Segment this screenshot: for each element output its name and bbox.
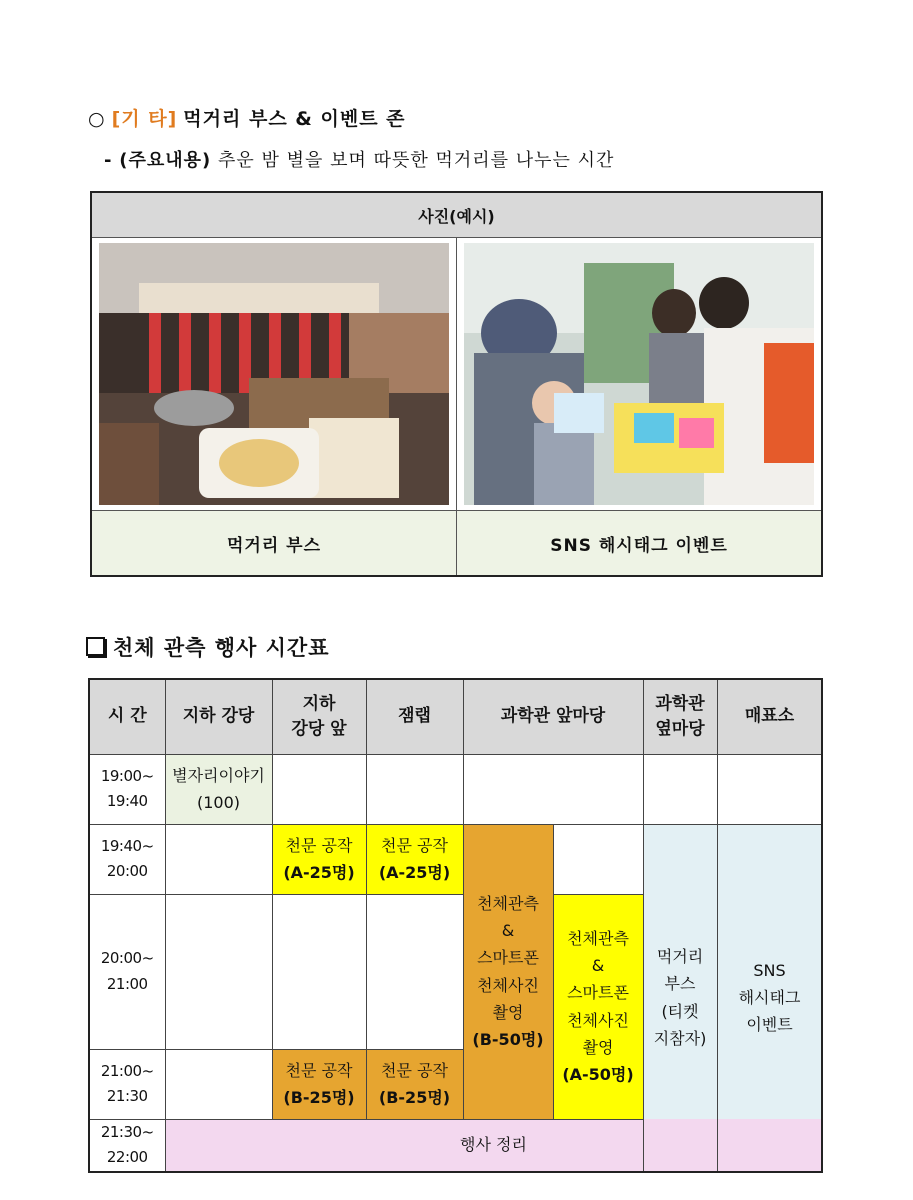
cell-empty bbox=[463, 754, 643, 824]
time-end: 22:00 bbox=[106, 1148, 148, 1166]
cell-line: 천문 공작 bbox=[285, 835, 353, 855]
cell-line: (A-50명) bbox=[562, 1064, 634, 1084]
cell-craft-a-front bbox=[272, 824, 366, 894]
time-slot-1 bbox=[89, 754, 165, 824]
cell-line: 촬영 bbox=[582, 1037, 614, 1057]
checkbox-square-icon bbox=[86, 637, 105, 656]
time-slot-3 bbox=[89, 894, 165, 1049]
time-slot-4 bbox=[89, 1049, 165, 1119]
header-jamlab: 잼랩 bbox=[366, 679, 463, 754]
cell-empty bbox=[272, 894, 366, 1049]
time-start: 21:30~ bbox=[100, 1122, 154, 1141]
cell-observation-b bbox=[463, 824, 553, 1119]
cell-line: 지참자) bbox=[653, 1028, 707, 1048]
summary-label: (주요내용) bbox=[119, 150, 212, 171]
header-side-yard-l1: 과학관 bbox=[655, 694, 705, 715]
header-hall-front bbox=[272, 679, 366, 754]
photo-cell-food bbox=[91, 238, 457, 511]
time-start: 20:00~ bbox=[100, 949, 154, 967]
cell-line: & bbox=[501, 921, 515, 941]
cell-line: (B-25명) bbox=[378, 1088, 451, 1107]
section-summary bbox=[104, 146, 614, 172]
time-end: 19:40 bbox=[106, 792, 148, 810]
cell-line: (B-50명) bbox=[472, 1029, 544, 1049]
cell-empty bbox=[165, 824, 272, 894]
time-slot-2 bbox=[89, 824, 165, 894]
time-start: 19:40~ bbox=[100, 836, 154, 855]
cell-line: 스마트폰 bbox=[567, 983, 629, 1003]
cell-empty bbox=[165, 1049, 272, 1119]
cell-wrap-up: 행사 정리 bbox=[165, 1119, 822, 1172]
bullet: ○ bbox=[88, 108, 106, 130]
header-basement-hall: 지하 강당 bbox=[165, 679, 272, 754]
cell-line: 스마트폰 bbox=[477, 948, 539, 968]
photo-cell-sns bbox=[457, 238, 823, 511]
cell-line: 천체사진 bbox=[567, 1010, 629, 1030]
cell-line: 촬영 bbox=[492, 1002, 524, 1022]
section-title-text: 먹거리 부스 & 이벤트 존 bbox=[183, 108, 406, 130]
cell-line: (티켓 bbox=[661, 1001, 699, 1021]
cell-constellation-story bbox=[165, 754, 272, 824]
cell-line: 천체관측 bbox=[567, 928, 629, 948]
cell-line: (B-25명) bbox=[283, 1088, 355, 1107]
summary-prefix: - bbox=[104, 150, 113, 171]
cell-craft-b-lab bbox=[366, 1049, 463, 1119]
time-start: 21:00~ bbox=[100, 1061, 154, 1080]
cell-empty bbox=[366, 894, 463, 1049]
caption-food-booth: 먹거리 부스 bbox=[91, 511, 457, 577]
cell-empty bbox=[165, 894, 272, 1049]
caption-sns-event: SNS 해시태그 이벤트 bbox=[457, 511, 823, 577]
cell-empty bbox=[272, 754, 366, 824]
time-end: 20:00 bbox=[106, 862, 148, 880]
cell-line: 천체관측 bbox=[477, 893, 539, 913]
header-ticket-office: 매표소 bbox=[717, 679, 822, 754]
time-end: 21:30 bbox=[106, 1087, 148, 1105]
cell-line: 먹거리 bbox=[656, 947, 704, 967]
photo-table bbox=[90, 191, 823, 577]
cell-line: 천문 공작 bbox=[381, 1060, 448, 1080]
time-end: 21:00 bbox=[106, 974, 148, 993]
cell-line: (A-25명) bbox=[283, 863, 355, 882]
cell-craft-b-front bbox=[272, 1049, 366, 1119]
cell-line: 천문 공작 bbox=[381, 835, 448, 855]
cell-craft-a-lab bbox=[366, 824, 463, 894]
cell-empty bbox=[366, 754, 463, 824]
time-start: 19:00~ bbox=[100, 766, 154, 785]
cell-line: SNS bbox=[753, 960, 786, 980]
sns-event-photo bbox=[464, 243, 814, 505]
cell-observation-a bbox=[553, 894, 643, 1119]
schedule-title-text: 천체 관측 행사 시간표 bbox=[113, 636, 330, 660]
time-slot-5 bbox=[89, 1119, 165, 1172]
cell-empty bbox=[643, 754, 717, 824]
header-side-yard bbox=[643, 679, 717, 754]
header-front-yard: 과학관 앞마당 bbox=[463, 679, 643, 754]
food-booth-photo bbox=[99, 243, 449, 505]
cell-line: 별자리이야기 bbox=[172, 765, 265, 785]
section-tag: [기 타] bbox=[111, 108, 178, 130]
schedule-title bbox=[86, 632, 330, 662]
cell-line: 천체사진 bbox=[477, 975, 539, 995]
cell-line: & bbox=[591, 956, 605, 976]
photo-table-header: 사진(예시) bbox=[91, 192, 822, 238]
schedule-table bbox=[88, 678, 823, 1173]
cell-line: 해시태그 bbox=[738, 987, 801, 1007]
cell-line: 부스 bbox=[664, 974, 696, 994]
cell-line: (A-25명) bbox=[378, 863, 451, 882]
header-hall-front-l2: 강당 앞 bbox=[291, 718, 347, 739]
header-hall-front-l1: 지하 bbox=[302, 694, 336, 715]
header-side-yard-l2: 옆마당 bbox=[655, 718, 705, 739]
header-time: 시 간 bbox=[89, 679, 165, 754]
cell-line: (100) bbox=[196, 793, 241, 812]
cell-line: 이벤트 bbox=[746, 1015, 793, 1035]
cell-empty bbox=[553, 824, 643, 894]
cell-empty bbox=[717, 754, 822, 824]
section-title bbox=[88, 104, 406, 131]
summary-text: 추운 밤 별을 보며 따뜻한 먹거리를 나누는 시간 bbox=[217, 150, 615, 171]
cell-line: 천문 공작 bbox=[285, 1060, 353, 1080]
